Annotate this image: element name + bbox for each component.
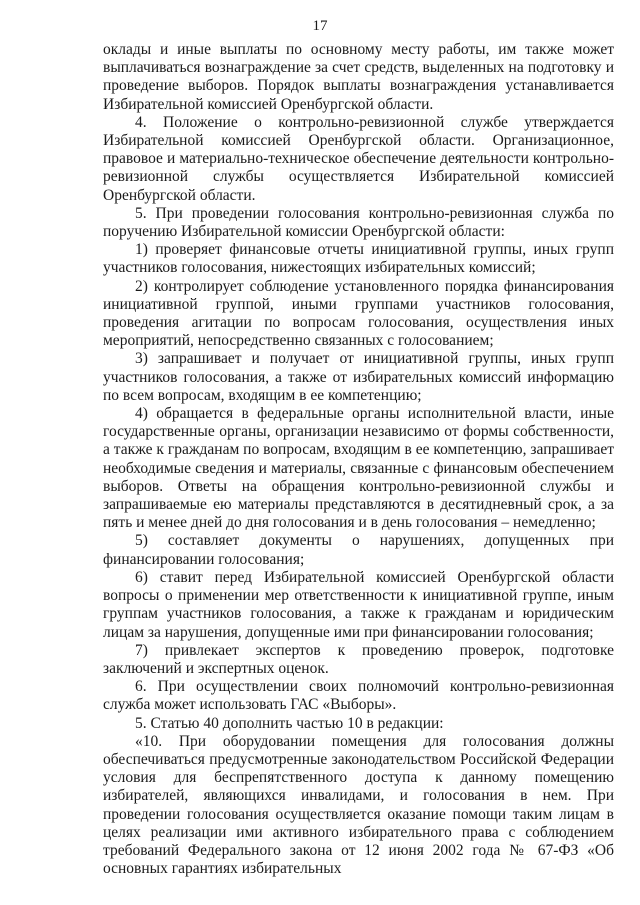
- amendment-item-5: 5. Статью 40 дополнить частью 10 в редакции:: [135, 714, 444, 732]
- subitem-7: 7) привлекает экспертов к проведению проверок, подготовке заключений и экспертных оценок.: [103, 641, 614, 677]
- subitem-3: 3) запрашивает и получает от инициативной группы, иных групп участников голосования, а также от избирательных комиссий информацию по всем вопросам, входящим в ее компетенцию;: [103, 350, 614, 404]
- subitem-6: 6) ставит перед Избирательной комиссией Оренбургской области вопросы о применении мер ответственности к инициативной группе, иным группам участников голосования, а также к гражданам и юридическим лицам за нарушения, допущенные ими при финансировании голосования;: [103, 568, 614, 641]
- paragraph-item-5: 5. При проведении голосования контрольно-ревизионная служба по поручению Избирательной комиссии Оренбургской области:: [103, 204, 614, 241]
- document-body: [103, 41, 614, 878]
- subitem-4: 4) обращается в федеральные органы исполнительной власти, иные государственные органы, организации независимо от формы собственности, а также к гражданам по вопросам, входящим в ее компетенцию, запрашивает необходимые сведения и материалы, связанные с финансовым обеспечением выборов. Ответы на обращения контрольно-ревизионной службы и запрашиваемые ею материалы представляются в десятидневный срок, а за пять и менее дней до дня голосования и в день голосования – немедленно;: [103, 405, 614, 532]
- page-number: 17: [312, 18, 328, 34]
- subitem-1: 1) проверяет финансовые отчеты инициативной группы, иных групп участников голосования, нижестоящих избирательных комиссий;: [103, 241, 614, 277]
- paragraph-item-4: 4. Положение о контрольно-ревизионной службе утверждается Избирательной комиссией Оренбургской области. Организационное, правовое и материально-техническое обеспечение деятельности контрольно-ревизионной службы осуществляется Избирательной комиссией Оренбургской области.: [103, 113, 614, 204]
- subitem-5: 5) составляет документы о нарушениях, допущенных при финансировании голосования;: [103, 532, 614, 568]
- quoted-part-10: «10. При оборудовании помещения для голосования должны обеспечиваться предусмотренные законодательством Российской Федерации условия для беспрепятственного доступа к данному помещению избирателей, являющихся инвалидами, и голосования в нем. При проведении голосования осуществляется оказание помощи таким лицам в целях реализации ими активного избирательного права с соблюдением требований Федерального закона от 12 июня 2002 года № 67-ФЗ «Об основных гарантиях избирательных: [103, 732, 614, 878]
- paragraph-continuation: оклады и иные выплаты по основному месту работы, им также может выплачиваться вознаграждение за счет средств, выделенных на подготовку и проведение выборов. Порядок выплаты вознаграждения устанавливается Избирательной комиссией Оренбургской области.: [103, 41, 614, 113]
- paragraph-item-6: 6. При осуществлении своих полномочий контрольно-ревизионная служба может использовать ГАС «Выборы».: [103, 678, 614, 714]
- subitem-2: 2) контролирует соблюдение установленного порядка финансирования инициативной группой, иными группами участников голосования, проведения агитации по вопросам голосования, осуществления иных мероприятий, непосредственно связанных с голосованием;: [103, 277, 614, 350]
